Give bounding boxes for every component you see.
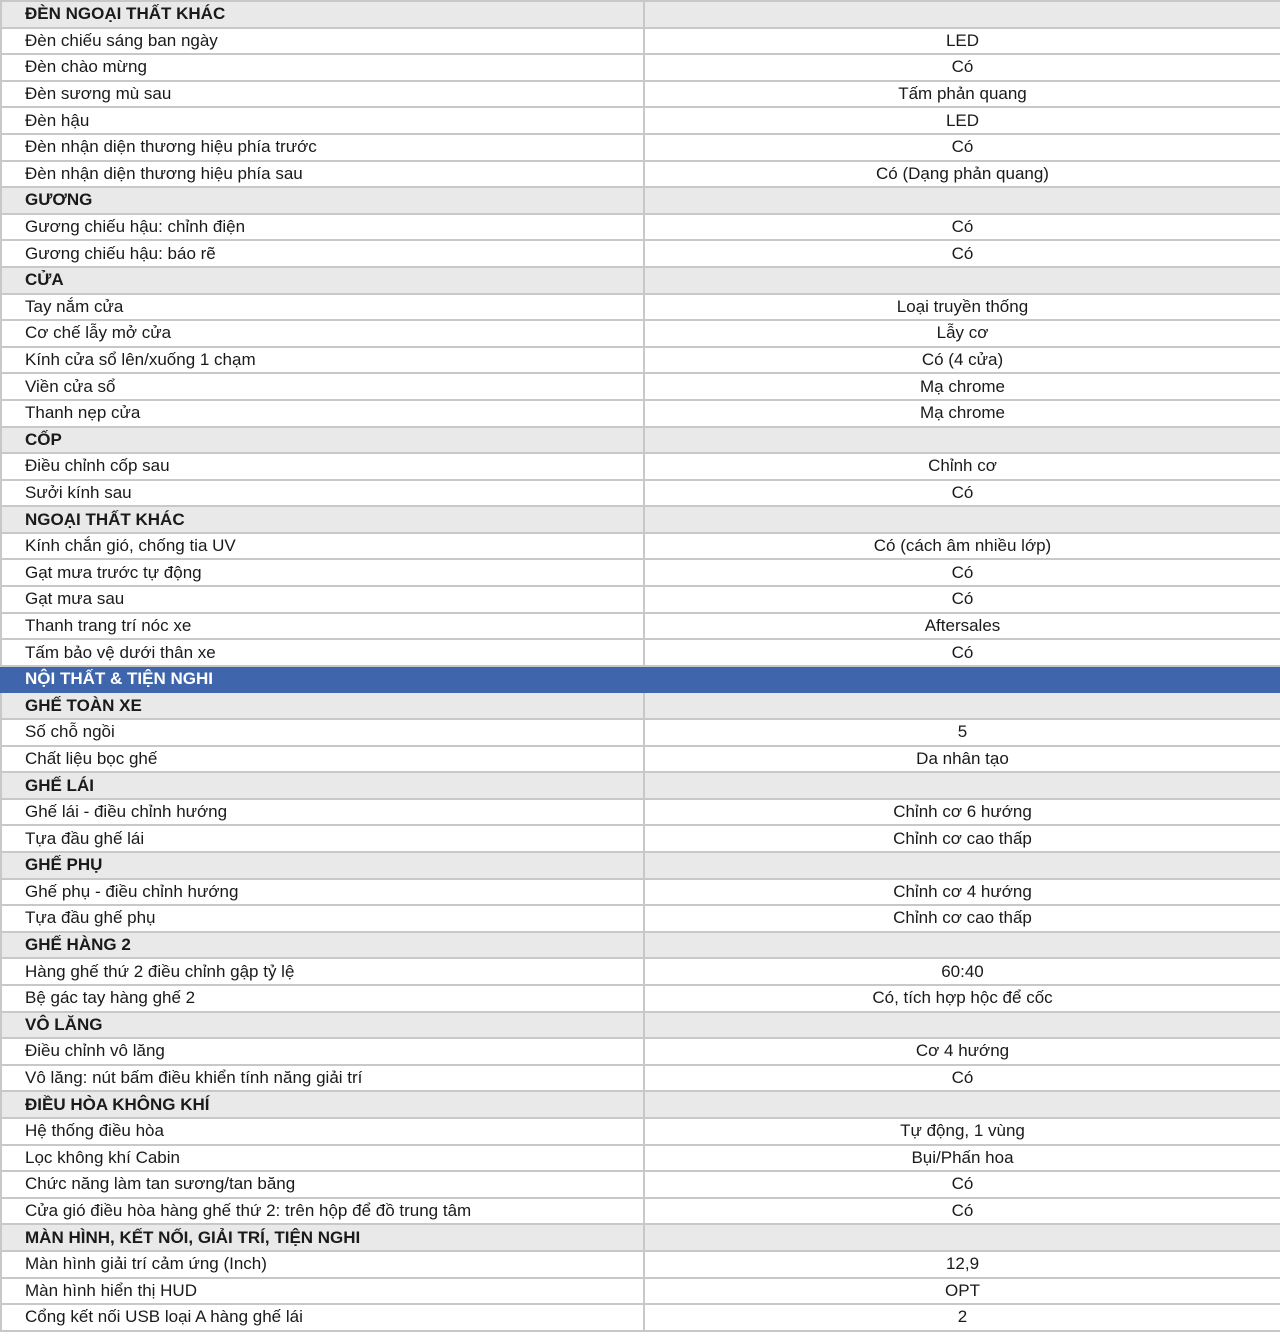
spec-value: Có — [644, 240, 1280, 267]
spec-row — [1, 320, 1280, 347]
spec-value: Có — [644, 559, 1280, 586]
spec-label: Hệ thống điều hòa — [1, 1118, 644, 1145]
spec-row — [1, 161, 1280, 188]
spec-value: Chỉnh cơ 4 hướng — [644, 879, 1280, 906]
spec-row — [1, 533, 1280, 560]
spec-row — [1, 1198, 1280, 1225]
spec-label: Chức năng làm tan sương/tan băng — [1, 1171, 644, 1198]
spec-row — [1, 453, 1280, 480]
spec-row — [1, 54, 1280, 81]
spec-row — [1, 825, 1280, 852]
spec-row — [1, 613, 1280, 640]
spec-row — [1, 1171, 1280, 1198]
spec-value: Có (4 cửa) — [644, 347, 1280, 374]
spec-row — [1, 240, 1280, 267]
section-title: GHẾ PHỤ — [1, 852, 644, 879]
spec-label: Hàng ghế thứ 2 điều chỉnh gập tỷ lệ — [1, 958, 644, 985]
spec-label: Sưởi kính sau — [1, 480, 644, 507]
section-header-row — [1, 506, 1280, 533]
major-section-header-row — [1, 666, 1280, 693]
section-value-cell — [644, 932, 1280, 959]
spec-row — [1, 985, 1280, 1012]
section-title: ĐÈN NGOẠI THẤT KHÁC — [1, 1, 644, 28]
spec-value: Tự động, 1 vùng — [644, 1118, 1280, 1145]
spec-label: Viền cửa sổ — [1, 373, 644, 400]
spec-label: Kính cửa sổ lên/xuống 1 chạm — [1, 347, 644, 374]
spec-value: Có — [644, 54, 1280, 81]
spec-value: Có — [644, 1065, 1280, 1092]
section-value-cell — [644, 267, 1280, 294]
spec-row — [1, 799, 1280, 826]
spec-row — [1, 639, 1280, 666]
section-title: CỬA — [1, 267, 644, 294]
section-header-row — [1, 692, 1280, 719]
spec-label: Cổng kết nối USB loại A hàng ghế lái — [1, 1304, 644, 1331]
spec-row — [1, 586, 1280, 613]
section-title: NGOẠI THẤT KHÁC — [1, 506, 644, 533]
spec-label: Điều chỉnh vô lăng — [1, 1038, 644, 1065]
spec-row — [1, 958, 1280, 985]
section-value-cell — [644, 427, 1280, 454]
spec-value: Chỉnh cơ cao thấp — [644, 825, 1280, 852]
spec-label: Gạt mưa sau — [1, 586, 644, 613]
spec-value: LED — [644, 107, 1280, 134]
spec-row — [1, 214, 1280, 241]
section-header-row — [1, 1, 1280, 28]
spec-value: Cơ 4 hướng — [644, 1038, 1280, 1065]
spec-label: Kính chắn gió, chống tia UV — [1, 533, 644, 560]
spec-row — [1, 134, 1280, 161]
section-header-row — [1, 772, 1280, 799]
spec-value: Có (Dạng phản quang) — [644, 161, 1280, 188]
spec-value: 5 — [644, 719, 1280, 746]
spec-value: Lẫy cơ — [644, 320, 1280, 347]
spec-row — [1, 1278, 1280, 1305]
section-header-row — [1, 1224, 1280, 1251]
spec-value: LED — [644, 28, 1280, 55]
spec-row — [1, 1304, 1280, 1331]
spec-value: Loại truyền thống — [644, 294, 1280, 321]
spec-value: 2 — [644, 1304, 1280, 1331]
spec-row — [1, 905, 1280, 932]
section-header-row — [1, 187, 1280, 214]
spec-value: OPT — [644, 1278, 1280, 1305]
spec-label: Đèn hậu — [1, 107, 644, 134]
spec-label: Tay nắm cửa — [1, 294, 644, 321]
spec-value: Aftersales — [644, 613, 1280, 640]
spec-label: Thanh nẹp cửa — [1, 400, 644, 427]
spec-value: Có — [644, 214, 1280, 241]
spec-row — [1, 746, 1280, 773]
spec-value: Tấm phản quang — [644, 81, 1280, 108]
spec-row — [1, 1038, 1280, 1065]
spec-value: Có — [644, 1198, 1280, 1225]
spec-label: Số chỗ ngồi — [1, 719, 644, 746]
spec-value: Bụi/Phấn hoa — [644, 1145, 1280, 1172]
spec-value: Có (cách âm nhiều lớp) — [644, 533, 1280, 560]
spec-value: 60:40 — [644, 958, 1280, 985]
spec-row — [1, 1145, 1280, 1172]
spec-row — [1, 879, 1280, 906]
spec-row — [1, 373, 1280, 400]
section-header-row — [1, 267, 1280, 294]
section-value-cell — [644, 187, 1280, 214]
spec-value: Có — [644, 480, 1280, 507]
section-value-cell — [644, 1091, 1280, 1118]
section-title: MÀN HÌNH, KẾT NỐI, GIẢI TRÍ, TIỆN NGHI — [1, 1224, 644, 1251]
spec-label: Màn hình giải trí cảm ứng (Inch) — [1, 1251, 644, 1278]
spec-row — [1, 719, 1280, 746]
section-header-row — [1, 1091, 1280, 1118]
section-header-row — [1, 932, 1280, 959]
section-value-cell — [644, 506, 1280, 533]
section-title: NỘI THẤT & TIỆN NGHI — [1, 666, 644, 693]
spec-label: Gương chiếu hậu: chỉnh điện — [1, 214, 644, 241]
spec-value: Có — [644, 134, 1280, 161]
spec-row — [1, 81, 1280, 108]
section-title: ĐIỀU HÒA KHÔNG KHÍ — [1, 1091, 644, 1118]
section-value-cell — [644, 852, 1280, 879]
spec-label: Đèn chào mừng — [1, 54, 644, 81]
spec-row — [1, 107, 1280, 134]
spec-value: Có — [644, 639, 1280, 666]
spec-label: Gạt mưa trước tự động — [1, 559, 644, 586]
spec-label: Tựa đầu ghế lái — [1, 825, 644, 852]
spec-label: Đèn nhận diện thương hiệu phía trước — [1, 134, 644, 161]
spec-value: Chỉnh cơ — [644, 453, 1280, 480]
spec-value: 12,9 — [644, 1251, 1280, 1278]
section-header-row — [1, 1012, 1280, 1039]
section-value-cell — [644, 1012, 1280, 1039]
spec-table-body — [1, 1, 1280, 1331]
section-value-cell — [644, 1224, 1280, 1251]
spec-value: Có — [644, 586, 1280, 613]
section-title: VÔ LĂNG — [1, 1012, 644, 1039]
spec-row — [1, 559, 1280, 586]
spec-value: Mạ chrome — [644, 373, 1280, 400]
spec-value: Chỉnh cơ 6 hướng — [644, 799, 1280, 826]
spec-label: Lọc không khí Cabin — [1, 1145, 644, 1172]
spec-label: Đèn chiếu sáng ban ngày — [1, 28, 644, 55]
spec-row — [1, 1251, 1280, 1278]
spec-row — [1, 294, 1280, 321]
section-value-cell — [644, 1, 1280, 28]
spec-label: Vô lăng: nút bấm điều khiển tính năng giải trí — [1, 1065, 644, 1092]
section-title: CỐP — [1, 427, 644, 454]
section-value-cell — [644, 772, 1280, 799]
spec-label: Tựa đầu ghế phụ — [1, 905, 644, 932]
spec-label: Tấm bảo vệ dưới thân xe — [1, 639, 644, 666]
section-title: GƯƠNG — [1, 187, 644, 214]
spec-label: Điều chỉnh cốp sau — [1, 453, 644, 480]
spec-label: Đèn nhận diện thương hiệu phía sau — [1, 161, 644, 188]
spec-label: Bệ gác tay hàng ghế 2 — [1, 985, 644, 1012]
spec-value: Chỉnh cơ cao thấp — [644, 905, 1280, 932]
spec-label: Ghế phụ - điều chỉnh hướng — [1, 879, 644, 906]
spec-label: Cơ chế lẫy mở cửa — [1, 320, 644, 347]
spec-row — [1, 400, 1280, 427]
spec-label: Chất liệu bọc ghế — [1, 746, 644, 773]
spec-label: Gương chiếu hậu: báo rẽ — [1, 240, 644, 267]
section-header-row — [1, 427, 1280, 454]
spec-label: Màn hình hiển thị HUD — [1, 1278, 644, 1305]
spec-label: Cửa gió điều hòa hàng ghế thứ 2: trên hộp để đồ trung tâm — [1, 1198, 644, 1225]
spec-value: Có — [644, 1171, 1280, 1198]
spec-row — [1, 28, 1280, 55]
spec-value: Mạ chrome — [644, 400, 1280, 427]
spec-label: Thanh trang trí nóc xe — [1, 613, 644, 640]
spec-value: Da nhân tạo — [644, 746, 1280, 773]
section-value-cell — [644, 666, 1280, 693]
section-value-cell — [644, 692, 1280, 719]
spec-label: Ghế lái - điều chỉnh hướng — [1, 799, 644, 826]
spec-row — [1, 1118, 1280, 1145]
section-header-row — [1, 852, 1280, 879]
spec-row — [1, 347, 1280, 374]
spec-label: Đèn sương mù sau — [1, 81, 644, 108]
section-title: GHẾ TOÀN XE — [1, 692, 644, 719]
spec-value: Có, tích hợp hộc để cốc — [644, 985, 1280, 1012]
section-title: GHẾ LÁI — [1, 772, 644, 799]
section-title: GHẾ HÀNG 2 — [1, 932, 644, 959]
spec-row — [1, 1065, 1280, 1092]
spec-row — [1, 480, 1280, 507]
